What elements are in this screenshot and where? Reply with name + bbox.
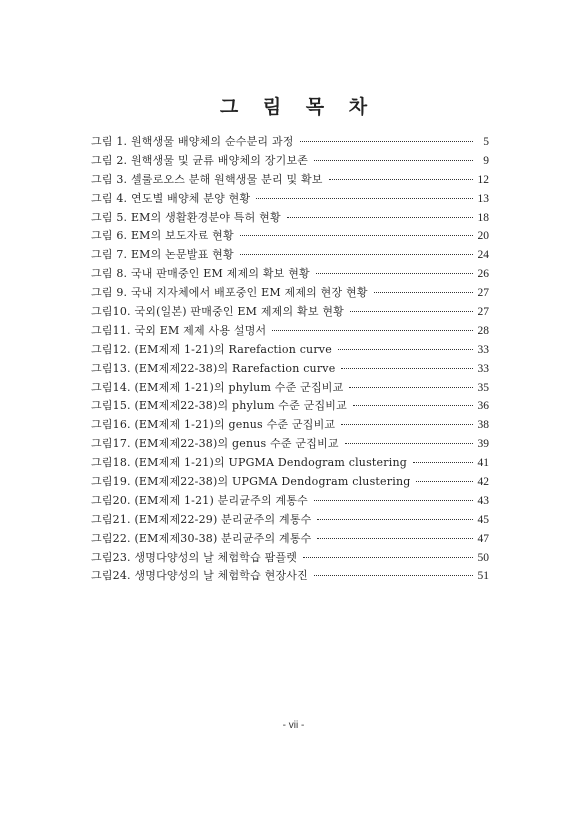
toc-entry[interactable] [91,379,489,398]
dot-leader [345,443,473,444]
toc-entry[interactable] [91,265,489,284]
toc-entry-label: 그림 9. 국내 지자체에서 배포중인 EM 제제의 현장 현황 [91,286,368,300]
toc-entry-page: 27 [477,287,489,300]
toc-entry-page: 41 [477,457,489,470]
dot-leader [314,160,473,161]
toc-entry-page: 33 [477,362,489,375]
toc-entry[interactable] [91,397,489,416]
dot-leader [338,349,473,350]
toc-entry-page: 36 [477,400,489,413]
dot-leader [317,519,473,520]
dot-leader [341,424,473,425]
toc-entry[interactable] [91,360,489,379]
page-title: 그 림 목 차 [219,96,377,118]
toc-entry-label: 그림22. (EM제제30-38) 분리균주의 계통수 [91,531,312,545]
dot-leader [300,141,473,142]
toc-entry-page: 51 [477,570,489,583]
toc-entry-page: 26 [477,268,489,281]
dot-leader [303,557,473,558]
toc-entry-label: 그림 6. EM의 보도자료 현황 [91,229,234,243]
toc-entry-page: 43 [477,494,489,507]
toc-entry-page: 18 [477,211,489,224]
toc-entry-label: 그림 8. 국내 판매중인 EM 제제의 확보 현황 [91,267,310,281]
toc-entry[interactable] [91,152,489,171]
toc-entry[interactable] [91,227,489,246]
toc-entry[interactable] [91,284,489,303]
toc-entry-page: 39 [477,438,489,451]
toc-entry[interactable] [91,133,489,152]
toc-entry-label: 그림15. (EM제제22-38)의 phylum 수준 군집비교 [91,399,347,413]
dot-leader [316,273,473,274]
toc-entry-page: 27 [477,306,489,319]
toc-entry[interactable] [91,171,489,190]
toc-entry-label: 그림 5. EM의 생활환경분야 특허 현황 [91,210,281,224]
toc-entry[interactable] [91,246,489,265]
dot-leader [314,500,473,501]
toc-entry-label: 그림17. (EM제제22-38)의 genus 수준 군집비교 [91,437,339,451]
dot-leader [287,217,473,218]
toc-entry-page: 50 [477,551,489,564]
toc-entry-label: 그림11. 국외 EM 제제 사용 설명서 [91,323,267,337]
toc-entry-label: 그림 1. 원핵생물 배양체의 순수분리 과정 [91,135,294,148]
toc-entry[interactable] [91,341,489,360]
dot-leader [350,311,473,312]
toc-entry[interactable] [91,567,489,586]
toc-entry-label: 그림10. 국외(일본) 판매중인 EM 제제의 확보 현황 [91,305,344,319]
figure-list [91,133,489,586]
dot-leader [416,481,473,482]
toc-entry-label: 그림12. (EM제제 1-21)의 Rarefaction curve [91,342,332,356]
toc-entry-label: 그림19. (EM제제22-38)의 UPGMA Dendogram clustering [91,475,411,489]
toc-entry-label: 그림 2. 원핵생물 및 균류 배양체의 장기보존 [91,153,309,167]
dot-leader [374,292,473,293]
dot-leader [240,254,473,255]
toc-entry-label: 그림 3. 셀룰로오스 분해 원핵생물 분리 및 확보 [91,172,323,186]
toc-entry[interactable] [91,530,489,549]
toc-entry-label: 그림16. (EM제제 1-21)의 genus 수준 군집비교 [91,418,336,432]
toc-entry-page: 35 [477,381,489,394]
toc-entry-page: 9 [483,154,489,167]
toc-entry-page: 38 [477,419,489,432]
toc-entry-label: 그림 4. 연도별 배양체 분양 현황 [91,191,251,205]
toc-entry-label: 그림14. (EM제제 1-21)의 phylum 수준 군집비교 [91,380,344,394]
toc-entry[interactable] [91,473,489,492]
toc-entry[interactable] [91,492,489,511]
toc-entry-page: 5 [483,136,489,148]
toc-entry[interactable] [91,454,489,473]
toc-entry-page: 28 [477,324,489,337]
toc-entry[interactable] [91,435,489,454]
toc-entry-label: 그림21. (EM제제22-29) 분리균주의 계통수 [91,512,312,526]
toc-entry-page: 33 [477,343,489,356]
toc-entry-page: 20 [477,230,489,243]
dot-leader [341,368,473,369]
dot-leader [256,198,473,199]
toc-entry-label: 그림20. (EM제제 1-21) 분리균주의 계통수 [91,493,308,507]
dot-leader [240,235,473,236]
toc-entry-label: 그림 7. EM의 논문발표 현황 [91,248,234,262]
toc-entry[interactable] [91,549,489,568]
toc-entry[interactable] [91,416,489,435]
toc-entry-label: 그림13. (EM제제22-38)의 Rarefaction curve [91,361,336,375]
toc-entry[interactable] [91,190,489,209]
toc-entry[interactable] [91,511,489,530]
toc-entry-page: 12 [477,173,489,186]
dot-leader [272,330,473,331]
toc-entry-page: 47 [477,532,489,545]
dot-leader [329,179,473,180]
toc-entry[interactable] [91,322,489,341]
toc-entry[interactable] [91,303,489,322]
dot-leader [314,575,473,576]
toc-entry-page: 13 [477,192,489,205]
dot-leader [317,538,473,539]
page-number-footer: - vii - [282,720,305,731]
toc-entry-label: 그림23. 생명다양성의 날 체험학습 팜플렛 [91,550,298,564]
dot-leader [353,405,473,406]
toc-entry-page: 24 [477,249,489,262]
toc-entry-page: 42 [477,476,489,489]
toc-entry-label: 그림18. (EM제제 1-21)의 UPGMA Dendogram clustering [91,456,407,470]
dot-leader [349,387,473,388]
toc-entry-label: 그림24. 생명다양성의 날 체험학습 현장사진 [91,569,308,583]
dot-leader [413,462,473,463]
toc-entry[interactable] [91,209,489,228]
toc-entry-page: 45 [477,513,489,526]
